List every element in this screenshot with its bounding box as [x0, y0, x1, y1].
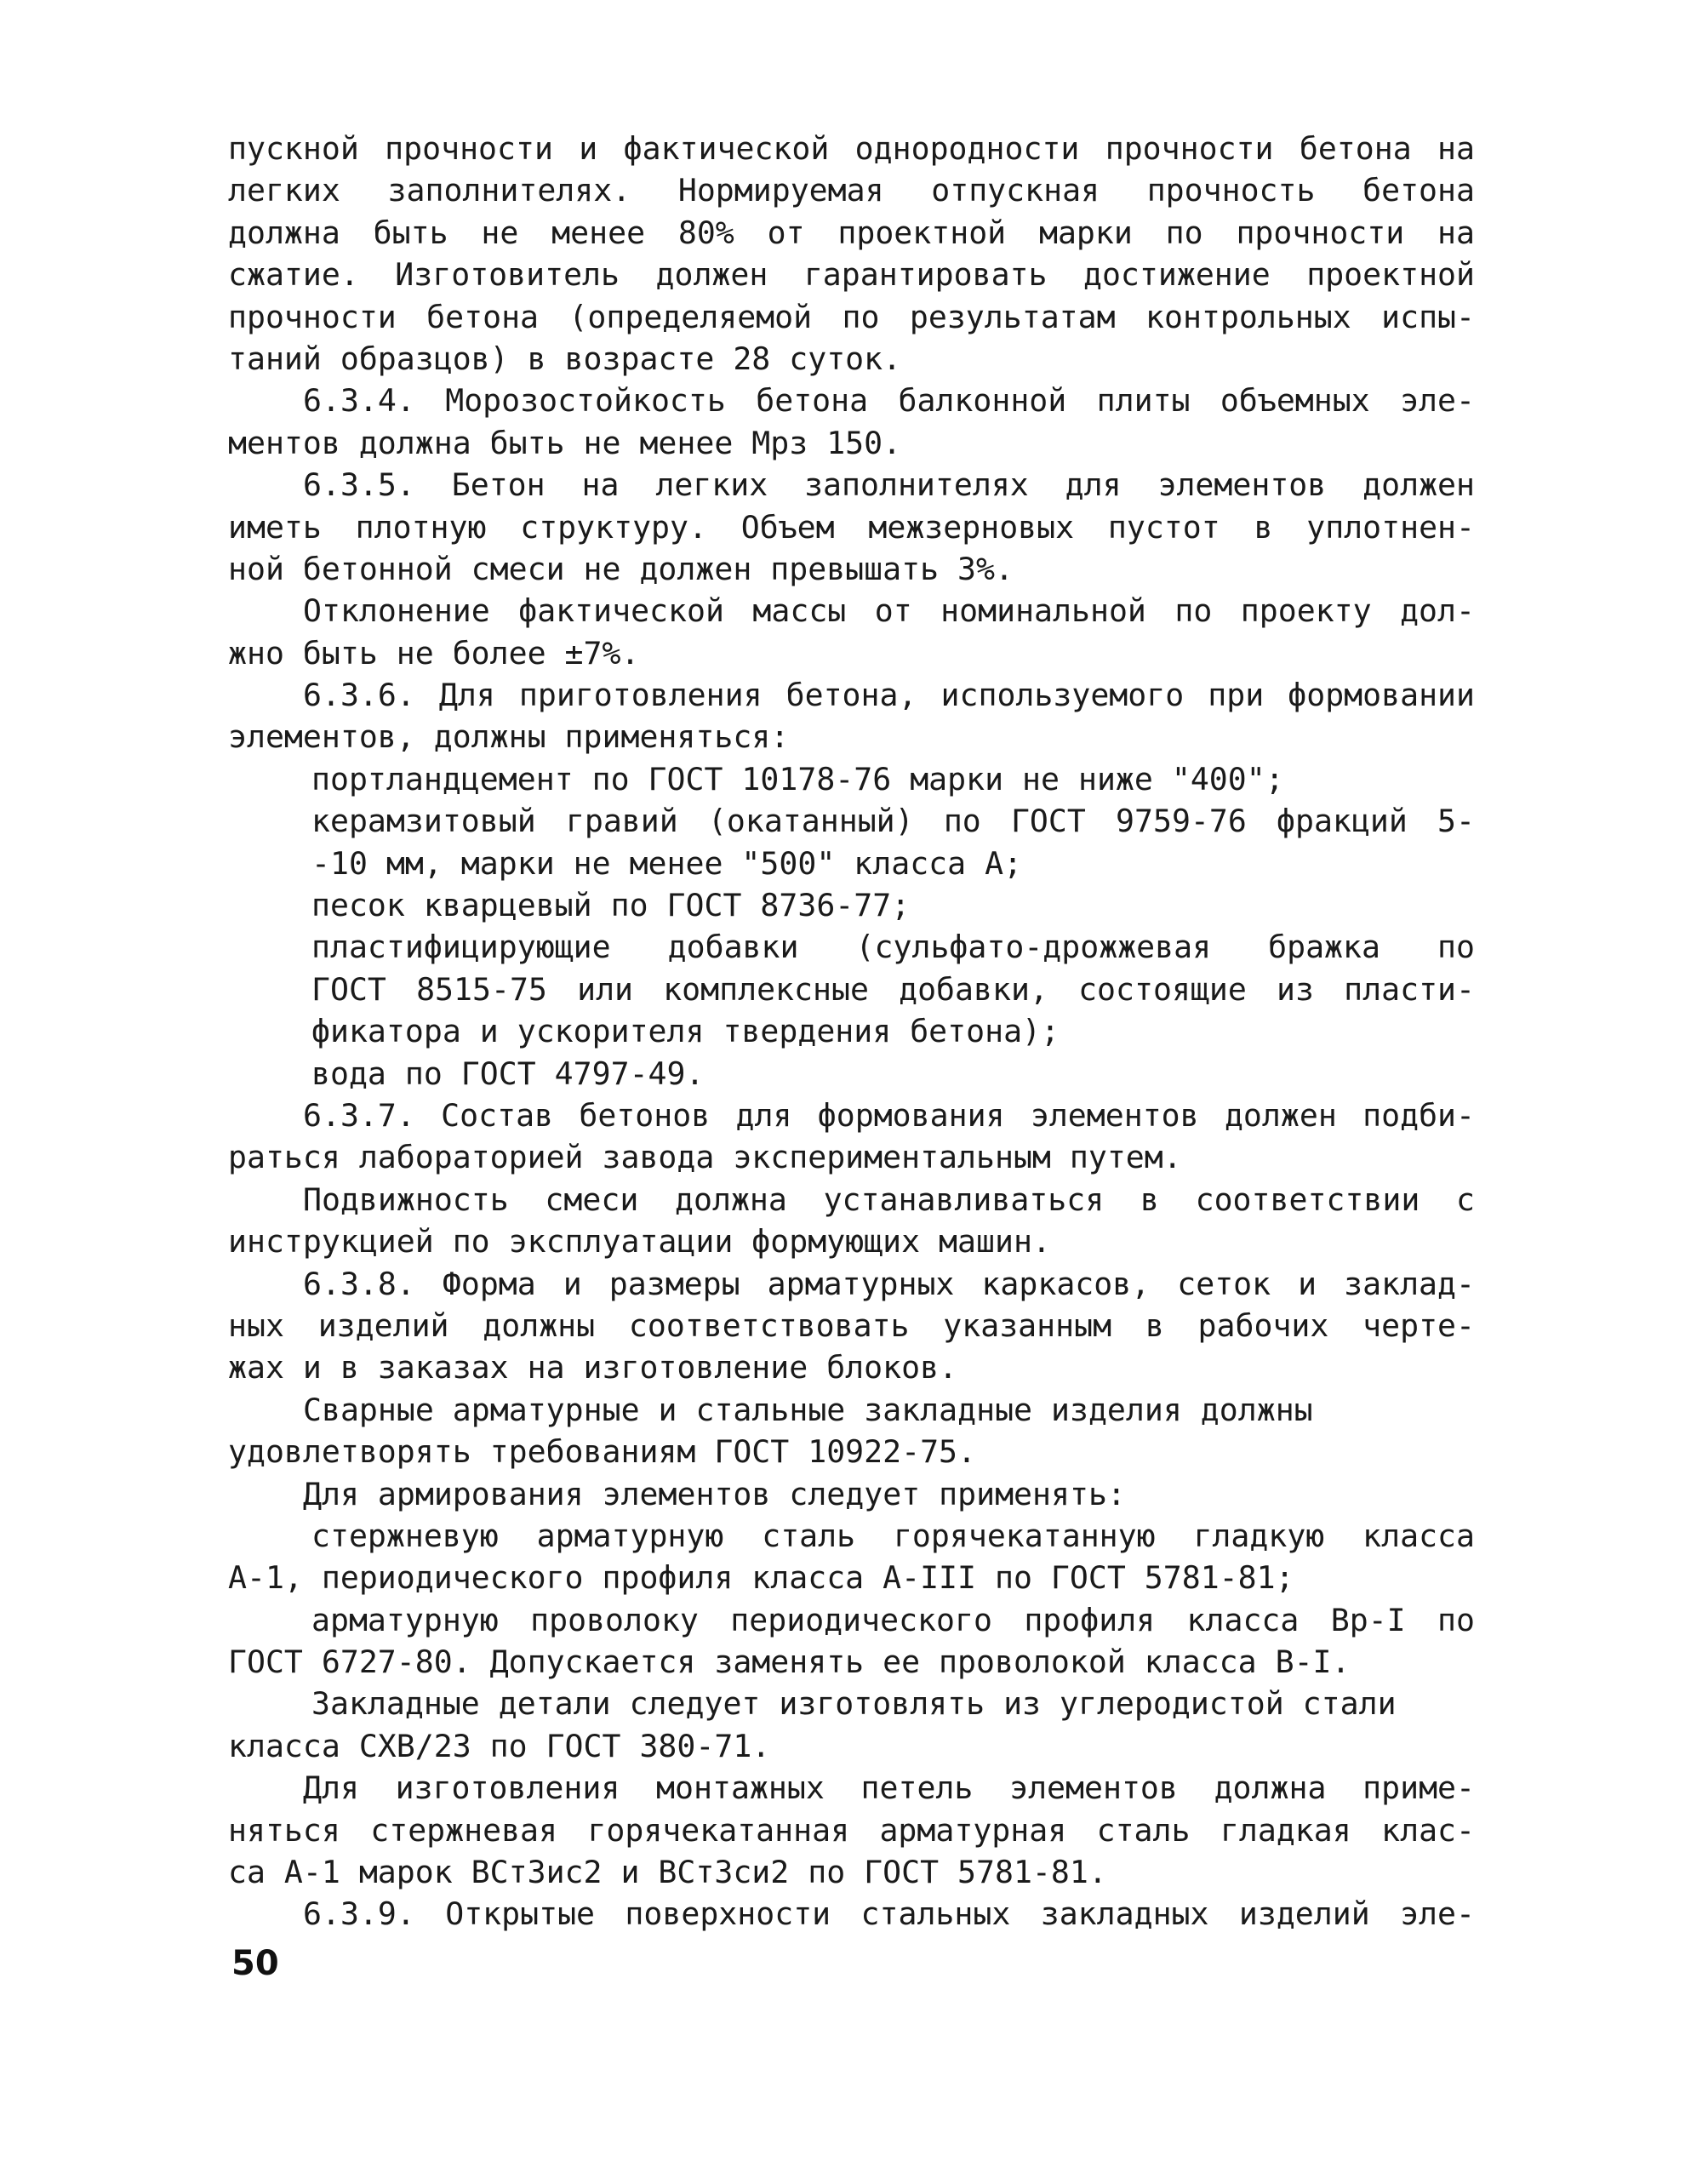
list-item: -10 мм, марки не менее "500" класса А; — [311, 844, 1023, 882]
text-line: раться лабораторией завода экспериментальным путем. — [228, 1139, 1182, 1176]
text-line: ментов должна быть не менее Мрз 150. — [228, 424, 902, 461]
text-line: прочности бетона (определяемой по результатам контрольных испы- — [228, 298, 1475, 335]
text-line: 6.3.9. Открытые поверхности стальных закладных изделий эле- — [303, 1895, 1475, 1933]
text-line: легких заполнителях. Нормируемая отпускная прочность бетона — [228, 172, 1475, 209]
list-item: портландцемент по ГОСТ 10178-76 марки не ниже "400"; — [311, 760, 1284, 798]
text-line: элементов, должны применяться: — [228, 718, 790, 756]
text-line: иметь плотную структуру. Объем межзерновых пустот в уплотнен- — [228, 508, 1475, 546]
text-line: са А-1 марок ВСт3ис2 и ВСт3си2 по ГОСТ 5781-81. — [228, 1854, 1107, 1891]
list-item: пластифицирующие добавки (сульфато-дрожжевая бражка по — [311, 929, 1475, 966]
text-line: 6.3.6. Для приготовления бетона, используемого при формовании — [303, 677, 1475, 714]
page-number: 50 — [231, 1944, 279, 1983]
text-line: класса СХВ/23 по ГОСТ 380-71. — [228, 1727, 771, 1764]
text-line: ных изделий должны соответствовать указанным в рабочих черте- — [228, 1306, 1475, 1344]
body-text — [228, 128, 1475, 1935]
text-line: ГОСТ 6727-80. Допускается заменять ее проволокой класса В-I. — [228, 1644, 1351, 1681]
list-item: песок кварцевый по ГОСТ 8736-77; — [311, 887, 911, 924]
text-line: жно быть не более ±7%. — [228, 634, 640, 672]
list-item: керамзитовый гравий (окатанный) по ГОСТ 9759-76 фракций 5- — [311, 803, 1475, 840]
text-line: 6.3.8. Форма и размеры арматурных каркасов, сеток и заклад- — [303, 1265, 1475, 1302]
text-line: Отклонение фактической массы от номинальной по проекту дол- — [303, 592, 1475, 630]
text-line: ной бетонной смеси не должен превышать 3%. — [228, 550, 1014, 587]
text-line: инструкцией по эксплуатации формующих машин. — [228, 1223, 1051, 1261]
text-line: 6.3.5. Бетон на легких заполнителях для элементов должен — [303, 466, 1475, 504]
text-line: 6.3.7. Состав бетонов для формования элементов должен подби- — [303, 1096, 1475, 1134]
list-item: вода по ГОСТ 4797-49. — [311, 1055, 705, 1092]
text-line: 6.3.4. Морозостойкость бетона балконной плиты объемных эле- — [303, 382, 1475, 420]
text-line: сжатие. Изготовитель должен гарантировать достижение проектной — [228, 256, 1475, 294]
text-line: Для армирования элементов следует применять: — [303, 1475, 1126, 1512]
text-line: должна быть не менее 80% от проектной марки по прочности на — [228, 214, 1475, 251]
text-line: Для изготовления монтажных петель элементов должна приме- — [303, 1769, 1475, 1807]
text-line: Закладные детали следует изготовлять из углеродистой стали — [311, 1685, 1397, 1723]
text-line: пускной прочности и фактической однородности прочности бетона на — [228, 130, 1475, 167]
text-line: няться стержневая горячекатанная арматурная сталь гладкая клас- — [228, 1811, 1475, 1849]
text-line: Сварные арматурные и стальные закладные изделия должны — [303, 1391, 1313, 1428]
list-item: ГОСТ 8515-75 или комплексные добавки, состоящие из пласти- — [311, 970, 1475, 1008]
list-item: арматурную проволоку периодического профиля класса Вр-I по — [311, 1601, 1475, 1638]
text-line: Подвижность смеси должна устанавливаться в соответствии с — [303, 1181, 1475, 1218]
text-line: А-1, периодического профиля класса А-III по ГОСТ 5781-81; — [228, 1559, 1294, 1597]
list-item: фикатора и ускорителя твердения бетона); — [311, 1013, 1060, 1050]
text-line: жах и в заказах на изготовление блоков. — [228, 1349, 958, 1386]
list-item: стержневую арматурную сталь горячекатанную гладкую класса — [311, 1517, 1475, 1554]
text-line: удовлетворять требованиям ГОСТ 10922-75. — [228, 1433, 976, 1471]
text-line: таний образцов) в возрасте 28 суток. — [228, 340, 902, 377]
